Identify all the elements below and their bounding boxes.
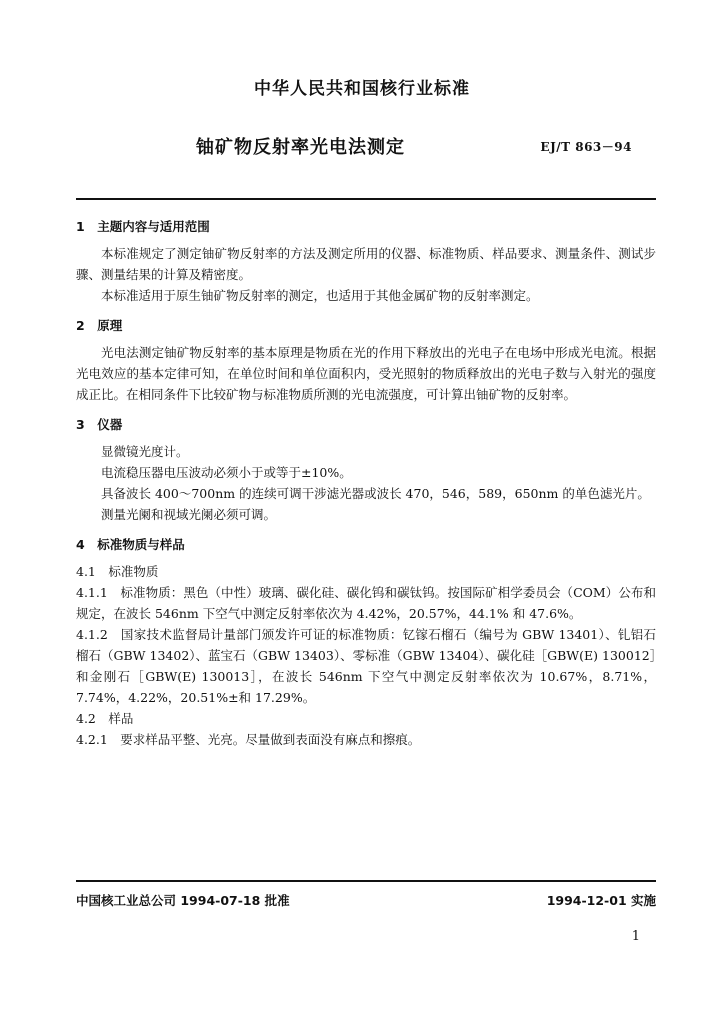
section-4-heading: 4 标准物质与样品	[76, 537, 185, 552]
bottom-divider	[76, 880, 656, 882]
subsection-4-2-heading: 4.2 样品	[76, 711, 134, 726]
section-1-paragraph: 本标准规定了测定铀矿物反射率的方法及测定所用的仪器、标准物质、样品要求、测量条件、测试步骤、测量结果的计算及精密度。	[76, 246, 656, 282]
clause-4-1-1: 4.1.1 标准物质：黑色（中性）玻璃、碳化硅、碳化钨和碳钛钨。按国际矿相学委员会（COM）公布和规定，在波长 546nm 下空气中测定反射率依次为 4.42%，20.57%，44.1% 和 47.6%。	[76, 585, 656, 621]
document-title: 铀矿物反射率光电法测定	[196, 137, 405, 158]
section-3-paragraph: 电流稳压器电压波动必须小于或等于±10%。	[101, 465, 352, 480]
standard-title: 中华人民共和国核行业标准	[254, 79, 470, 99]
approval-line: 中国核工业总公司 1994-07-18 批准	[76, 893, 290, 908]
clause-4-2-1: 4.2.1 要求样品平整、光亮。尽量做到表面没有麻点和擦痕。	[76, 732, 421, 747]
top-divider	[76, 198, 656, 200]
subsection-4-1-heading: 4.1 标准物质	[76, 564, 159, 579]
clause-4-1-2: 4.1.2 国家技术监督局计量部门颁发许可证的标准物质：钇镓石榴石（编号为 GBW 13401）、钆铝石榴石（GBW 13402）、蓝宝石（GBW 13403）、零标准（GBW 13404）、碳化硅［GBW(E) 130012］和金刚石［GBW(E) 130013］，在波长 546nm 下空气中测定反射率依次为 10.67%，8.71%，7.74%，4.22%，20.51%±和 17.29%。	[76, 627, 656, 705]
page-number: 1	[631, 929, 640, 944]
implementation-line: 1994-12-01 实施	[546, 893, 656, 908]
section-1-paragraph: 本标准适用于原生铀矿物反射率的测定，也适用于其他金属矿物的反射率测定。	[101, 288, 539, 303]
section-3-heading: 3 仪器	[76, 417, 123, 432]
section-3-paragraph: 显微镜光度计。	[101, 444, 189, 459]
section-2-paragraph: 光电法测定铀矿物反射率的基本原理是物质在光的作用下释放出的光电子在电场中形成光电流。根据光电效应的基本定律可知，在单位时间和单位面积内，受光照射的物质释放出的光电子数与入射光的强度成正比。在相同条件下比较矿物与标准物质所测的光电流强度，可计算出铀矿物的反射率。	[76, 345, 656, 402]
section-2-heading: 2 原理	[76, 318, 123, 333]
section-3-paragraph: 测量光阑和视域光阑必须可调。	[101, 507, 277, 522]
standard-code: EJ/T 863－94	[540, 140, 632, 154]
section-1-heading: 1 主题内容与适用范围	[76, 219, 210, 234]
section-3-paragraph: 具备波长 400～700nm 的连续可调干涉滤光器或波长 470，546，589，650nm 的单色滤光片。	[101, 486, 650, 501]
document-body	[76, 216, 656, 750]
